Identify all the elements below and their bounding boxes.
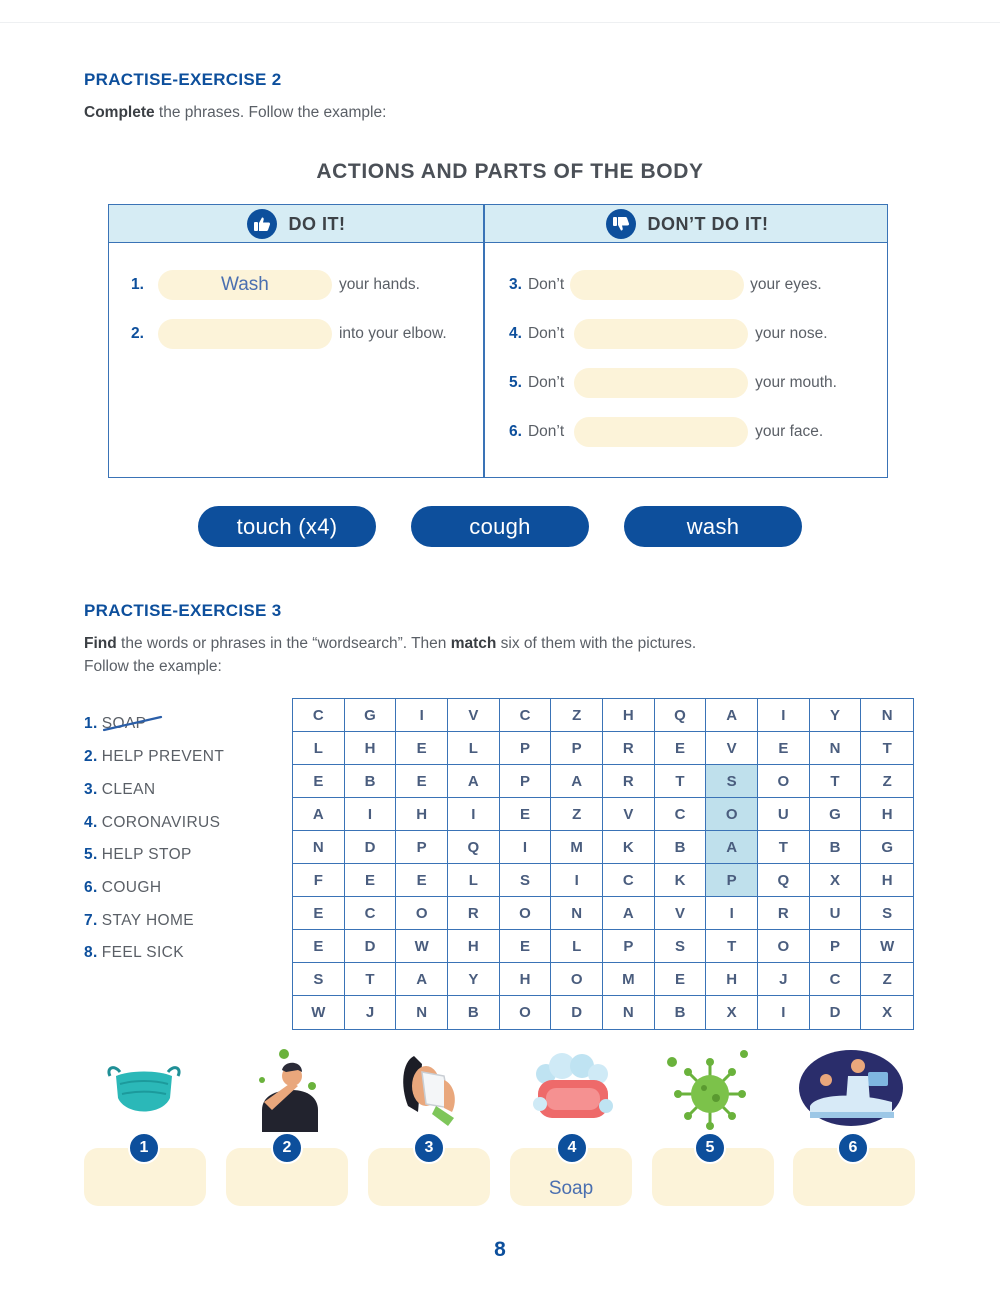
item-number: 1. [84,715,98,732]
grid-cell[interactable]: P [396,831,448,864]
item-number: 6. [84,879,98,896]
grid-cell[interactable]: D [345,930,397,963]
grid-cell[interactable]: I [758,699,810,732]
item-number: 3. [509,276,522,293]
instruction-bold-find: Find [84,635,117,652]
item-number: 4. [84,814,98,831]
dont-item-5 [509,368,837,398]
word-label: COUGH [101,879,162,896]
grid-cell[interactable]: A [706,699,758,732]
grid-cell[interactable]: I [551,864,603,897]
item-number: 5. [509,374,522,391]
picture-number-badge-2: 2 [271,1132,303,1164]
instruction-text: the phrases. Follow the example: [154,104,387,121]
grid-cell[interactable]: E [758,732,810,765]
grid-cell[interactable]: R [758,897,810,930]
grid-cell[interactable]: I [396,699,448,732]
grid-cell[interactable]: A [706,831,758,864]
grid-cell[interactable]: L [448,732,500,765]
picture-number-badge-5: 5 [694,1132,726,1164]
word-label: CLEAN [101,781,156,798]
grid-cell[interactable]: V [603,798,655,831]
grid-cell[interactable]: M [551,831,603,864]
grid-cell[interactable]: G [861,831,913,864]
grid-cell[interactable]: T [810,765,862,798]
grid-cell[interactable]: M [603,963,655,996]
word-label: FEEL SICK [101,944,185,961]
grid-cell[interactable]: U [758,798,810,831]
grid-cell[interactable]: B [810,831,862,864]
exercise-2-title: PRACTISE-EXERCISE 2 [84,70,282,89]
grid-cell[interactable]: J [345,996,397,1029]
grid-cell[interactable]: W [861,930,913,963]
item-suffix: your mouth. [755,374,837,391]
word-label: HELP PREVENT [101,748,225,765]
do-it-label: DO IT! [288,213,346,234]
picture-number-badge-4: 4 [556,1132,588,1164]
exercise-3-title: PRACTISE-EXERCISE 3 [84,601,282,620]
strikethrough-mark [103,713,163,735]
item-number: 2. [84,748,98,765]
grid-cell[interactable]: G [345,699,397,732]
grid-cell[interactable]: P [603,930,655,963]
grid-cell[interactable]: H [448,930,500,963]
grid-cell[interactable]: E [500,930,552,963]
grid-cell[interactable]: B [345,765,397,798]
grid-cell[interactable]: D [345,831,397,864]
grid-cell[interactable]: O [396,897,448,930]
word-chip-cough[interactable]: cough [411,506,589,547]
item-number: 2. [131,325,144,342]
wordsearch-grid [292,698,914,1030]
grid-cell[interactable]: I [706,897,758,930]
grid-cell[interactable]: D [810,996,862,1029]
grid-cell[interactable]: E [293,897,345,930]
grid-cell[interactable]: W [396,930,448,963]
grid-cell[interactable]: G [810,798,862,831]
grid-cell[interactable]: S [655,930,707,963]
dont-do-it-label: DON’T DO IT! [647,213,769,234]
grid-cell[interactable]: V [655,897,707,930]
grid-cell[interactable]: T [345,963,397,996]
grid-cell[interactable]: L [293,732,345,765]
word-list-item-2 [84,748,224,766]
item-prefix: Don’t [527,374,565,391]
exercise-2-instruction [84,101,386,124]
grid-cell[interactable]: P [500,732,552,765]
item-number: 4. [509,325,522,342]
answer-field-4[interactable] [574,319,748,349]
grid-cell[interactable]: O [758,765,810,798]
grid-cell[interactable]: K [655,864,707,897]
grid-cell[interactable]: C [810,963,862,996]
instruction-line-2: Follow the example: [84,658,222,675]
word-soap: SOAP [101,715,147,732]
grid-cell[interactable]: N [861,699,913,732]
soap-bar-icon [530,1046,614,1137]
grid-cell[interactable]: E [655,732,707,765]
actions-table [108,204,888,478]
word-list-item-8 [84,944,184,962]
exercise-3-instruction [84,632,696,678]
section-heading: ACTIONS AND PARTS OF THE BODY [316,160,704,183]
word-list-item-4 [84,814,220,832]
grid-cell[interactable]: T [758,831,810,864]
grid-cell[interactable]: R [603,765,655,798]
grid-cell[interactable]: U [810,897,862,930]
instruction-bold: Complete [84,104,155,121]
grid-cell[interactable]: E [396,732,448,765]
grid-cell[interactable]: X [706,996,758,1029]
grid-cell[interactable]: H [396,798,448,831]
instruction-bold-match: match [450,635,497,652]
grid-cell[interactable]: H [861,798,913,831]
item-number: 6. [509,423,522,440]
grid-cell[interactable]: B [655,831,707,864]
grid-cell[interactable]: V [448,699,500,732]
page-number: 8 [494,1238,506,1261]
grid-cell[interactable]: N [810,732,862,765]
grid-cell[interactable]: Z [551,699,603,732]
grid-cell[interactable]: A [448,765,500,798]
item-suffix: your face. [755,423,824,440]
tissue-nose-icon [392,1046,472,1137]
grid-cell[interactable]: C [500,699,552,732]
grid-cell[interactable]: S [293,963,345,996]
grid-cell[interactable]: E [345,864,397,897]
grid-cell[interactable]: P [551,732,603,765]
item-number: 7. [84,912,98,929]
grid-cell[interactable]: K [603,831,655,864]
item-prefix: Don’t [527,325,565,342]
grid-cell[interactable]: X [882,1004,893,1021]
grid-cell[interactable]: R [448,897,500,930]
answer-field-3[interactable] [570,270,744,300]
do-item-2 [131,319,447,349]
dont-item-3 [509,270,822,300]
grid-cell[interactable]: H [603,699,655,732]
word-list-item-5 [84,846,192,864]
grid-cell[interactable]: T [706,930,758,963]
grid-cell[interactable]: Y [810,699,862,732]
grid-cell[interactable]: S [861,897,913,930]
table-divider [483,205,485,477]
person-coughing-icon [248,1046,328,1137]
grid-cell[interactable]: H [345,732,397,765]
grid-cell[interactable]: A [551,765,603,798]
answer-field-5[interactable] [574,368,748,398]
grid-cell[interactable]: Q [758,864,810,897]
thumbs-down-icon [606,209,636,239]
grid-cell[interactable]: L [551,930,603,963]
grid-cell[interactable]: O [500,996,552,1029]
grid-cell[interactable]: P [500,765,552,798]
face-mask-icon [104,1046,184,1137]
grid-cell[interactable]: H [706,963,758,996]
grid-cell[interactable]: C [603,864,655,897]
grid-cell[interactable]: N [293,831,345,864]
item-number: 3. [84,781,98,798]
answer-field-2[interactable] [158,319,332,349]
dont-item-4 [509,319,828,349]
word-list-item-3 [84,781,155,799]
grid-cell[interactable]: I [345,798,397,831]
grid-cell[interactable]: W [293,996,345,1029]
grid-cell[interactable]: S [706,765,758,798]
grid-cell[interactable]: B [655,996,707,1029]
grid-cell[interactable]: A [293,798,345,831]
word-chip-touch[interactable]: touch (x4) [198,506,376,547]
word-chip-wash[interactable]: wash [624,506,802,547]
grid-cell[interactable]: Z [861,765,913,798]
picture-number-badge-1: 1 [128,1132,160,1164]
grid-cell[interactable]: Y [448,963,500,996]
grid-cell[interactable]: A [603,897,655,930]
grid-cell[interactable]: O [500,897,552,930]
grid-cell[interactable]: I [758,996,810,1029]
picture-number-badge-3: 3 [413,1132,445,1164]
virus-icon [664,1046,750,1137]
grid-cell[interactable]: T [655,765,707,798]
answer-field-1[interactable]: Wash [158,270,332,300]
grid-cell[interactable]: E [293,930,345,963]
grid-cell[interactable]: A [396,963,448,996]
grid-cell[interactable]: S [500,864,552,897]
grid-cell[interactable]: C [293,699,345,732]
grid-cell[interactable]: P [810,930,862,963]
grid-cell[interactable]: V [706,732,758,765]
grid-cell[interactable]: E [500,798,552,831]
grid-cell[interactable]: J [758,963,810,996]
grid-cell[interactable]: Q [655,699,707,732]
grid-cell[interactable]: I [500,831,552,864]
item-suffix: your eyes. [750,276,822,293]
grid-cell[interactable]: R [603,732,655,765]
grid-cell[interactable]: Z [861,963,913,996]
grid-cell[interactable]: C [655,798,707,831]
word-list-item-7 [84,912,194,930]
picture-number-badge-6: 6 [837,1132,869,1164]
item-number: 8. [84,944,98,961]
grid-cell[interactable]: O [758,930,810,963]
do-item-1 [131,270,420,300]
grid-cell[interactable]: I [448,798,500,831]
instruction-text: the words or phrases in the “wordsearch”. Then [116,635,451,652]
top-divider [0,22,1000,23]
grid-cell[interactable]: E [655,963,707,996]
grid-cell[interactable]: H [500,963,552,996]
grid-cell[interactable]: P [706,864,758,897]
grid-cell[interactable]: E [293,765,345,798]
do-it-header [109,205,483,243]
grid-cell[interactable]: N [551,897,603,930]
word-label: STAY HOME [101,912,195,929]
dont-do-it-header [485,205,889,243]
grid-cell[interactable]: Q [448,831,500,864]
grid-cell[interactable]: Z [551,798,603,831]
picture-answer-box-4[interactable]: Soap [510,1148,632,1206]
grid-cell[interactable]: H [861,864,913,897]
word-label: CORONAVIRUS [101,814,221,831]
item-prefix: Don’t [527,276,565,293]
hospital-patient-icon [796,1046,906,1137]
word-list-item-6 [84,879,161,897]
grid-cell[interactable]: X [810,864,862,897]
answer-field-6[interactable] [574,417,748,447]
item-number: 5. [84,846,98,863]
item-number: 1. [131,276,144,293]
grid-cell[interactable]: C [345,897,397,930]
item-suffix: your hands. [338,276,420,293]
item-prefix: Don’t [527,423,565,440]
word-label: HELP STOP [101,846,192,863]
grid-cell[interactable]: O [706,798,758,831]
grid-cell[interactable]: N [396,996,448,1029]
thumbs-up-icon [247,209,277,239]
grid-cell[interactable]: T [861,732,913,765]
grid-cell[interactable]: O [551,963,603,996]
grid-cell[interactable]: E [396,765,448,798]
grid-cell[interactable]: E [396,864,448,897]
grid-cell[interactable]: D [551,996,603,1029]
grid-cell[interactable]: N [603,996,655,1029]
grid-cell[interactable]: L [448,864,500,897]
dont-item-6 [509,417,823,447]
grid-cell[interactable]: B [448,996,500,1029]
item-suffix: into your elbow. [338,325,447,342]
grid-cell[interactable]: F [293,864,345,897]
instruction-text-end: six of them with the pictures. [496,635,697,652]
item-suffix: your nose. [755,325,828,342]
